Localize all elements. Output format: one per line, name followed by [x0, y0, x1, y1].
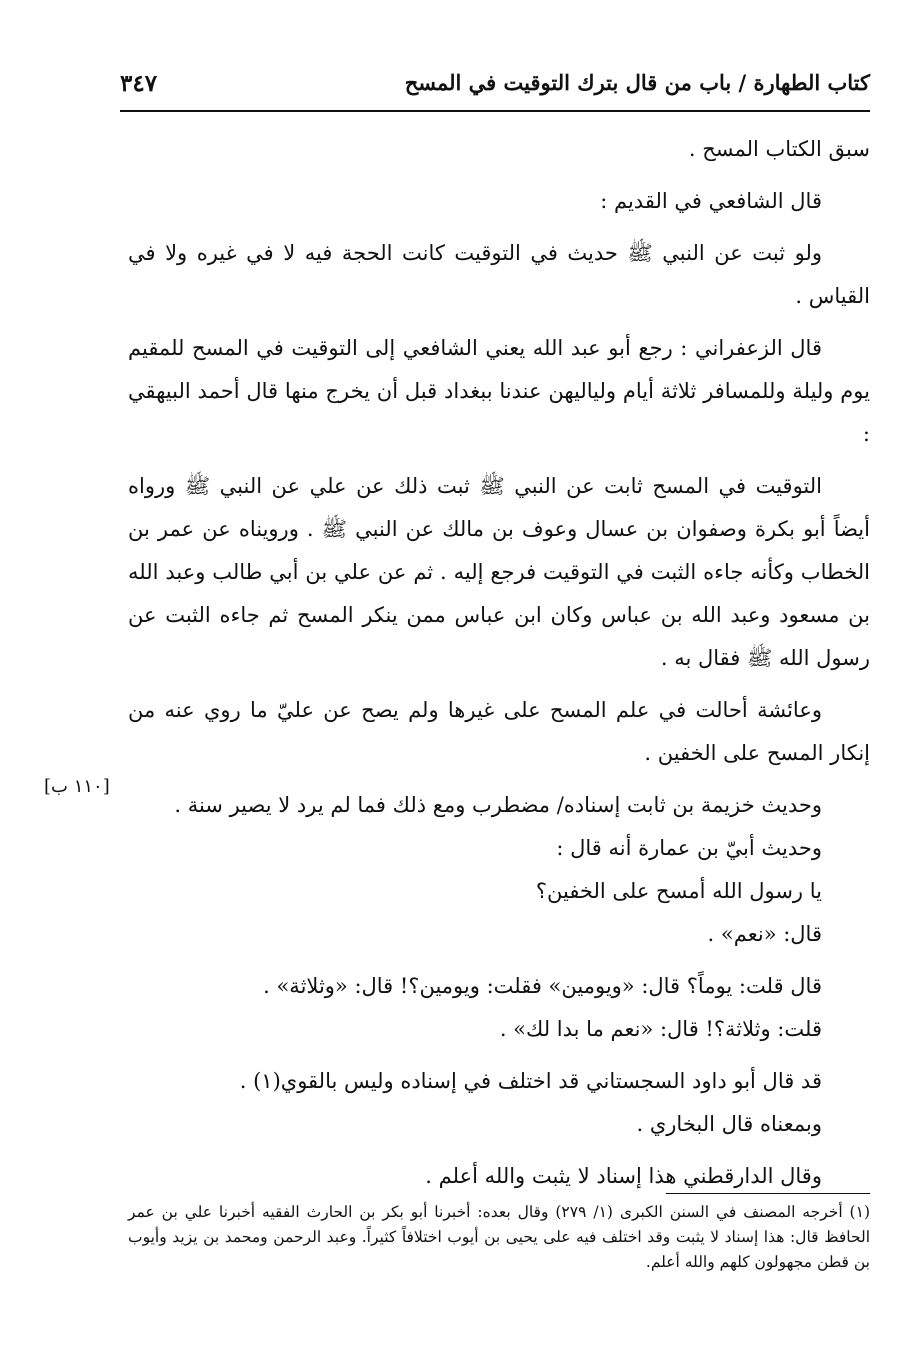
- main-text: [128, 128, 870, 1207]
- paragraph: قال: «نعم» .: [707, 922, 822, 946]
- paragraph: قد قال أبو داود السجستاني قد اختلف في إسناده وليس بالقوي(١) .: [239, 1069, 822, 1093]
- paragraph: التوقيت في المسح ثابت عن النبي ﷺ ثبت ذلك عن علي عن النبي ﷺ ورواه أيضاً أبو بكرة وصفوان بن عسال وعوف بن مالك عن النبي ﷺ . ورويناه عن عمر بن الخطاب وكأنه جاءه الثبت في التوقيت فرجع إليه . ثم عن علي بن أبي طالب وعبد الله بن مسعود وعبد الله بن عباس وكان ابن عباس ممن ينكر المسح ثم جاءه الثبت عن رسول الله ﷺ فقال به .: [128, 474, 870, 670]
- page-number: ٣٤٧: [120, 70, 158, 97]
- paragraph: وبمعناه قال البخاري .: [636, 1112, 822, 1136]
- header-title: كتاب الطهارة / باب من قال بترك التوقيت في المسح: [404, 70, 870, 95]
- paragraph: قال قلت: يوماً؟ قال: «ويومين» فقلت: ويومين؟! قال: «وثلاثة» .: [263, 974, 822, 998]
- paragraph: قال الشافعي في القديم :: [600, 189, 822, 213]
- footnote: [128, 1200, 870, 1275]
- paragraph: قلت: وثلاثة؟! قال: «نعم ما بدا لك» .: [499, 1017, 822, 1041]
- paragraph: سبق الكتاب المسح .: [688, 137, 870, 161]
- footnote-text: (١) أخرجه المصنف في السنن الكبرى (١/ ٢٧٩) وقال بعده: أخبرنا أبو بكر بن الحارث الفقيه أخبرنا علي بن عمر الحافظ قال: هذا إسناد لا يثبت وقد اختلف فيه على يحيى بن أيوب اختلافاً كثيراً. وعبد الرحمن ومحمد بن يزيد وأيوب بن قطن مجهولون كلهم والله أعلم.: [128, 1203, 870, 1271]
- paragraph: ولو ثبت عن النبي ﷺ حديث في التوقيت كانت الحجة فيه لا في غيره ولا في القياس .: [128, 241, 870, 308]
- footnote-separator: [666, 1193, 870, 1194]
- manuscript-folio-note: [١١٠ ب]: [44, 776, 110, 797]
- paragraph: يا رسول الله أمسح على الخفين؟: [535, 879, 822, 903]
- paragraph: وقال الدارقطني هذا إسناد لا يثبت والله أعلم .: [425, 1164, 822, 1188]
- paragraph: وحديث خزيمة بن ثابت إسناده/ مضطرب ومع ذلك فما لم يرد لا يصير سنة .: [174, 793, 822, 817]
- paragraph: وعائشة أحالت في علم المسح على غيرها ولم يصح عن عليّ ما روي عنه من إنكار المسح على الخفين .: [128, 698, 870, 765]
- paragraph: وحديث أبيّ بن عمارة أنه قال :: [556, 836, 822, 860]
- paragraph: قال الزعفراني : رجع أبو عبد الله يعني الشافعي إلى التوقيت في المسح للمقيم يوم وليلة وللمسافر ثلاثة أيام ولياليهن عندنا ببغداد قبل أن يخرج منها قال أحمد البيهقي :: [128, 336, 870, 446]
- running-header: [120, 70, 870, 112]
